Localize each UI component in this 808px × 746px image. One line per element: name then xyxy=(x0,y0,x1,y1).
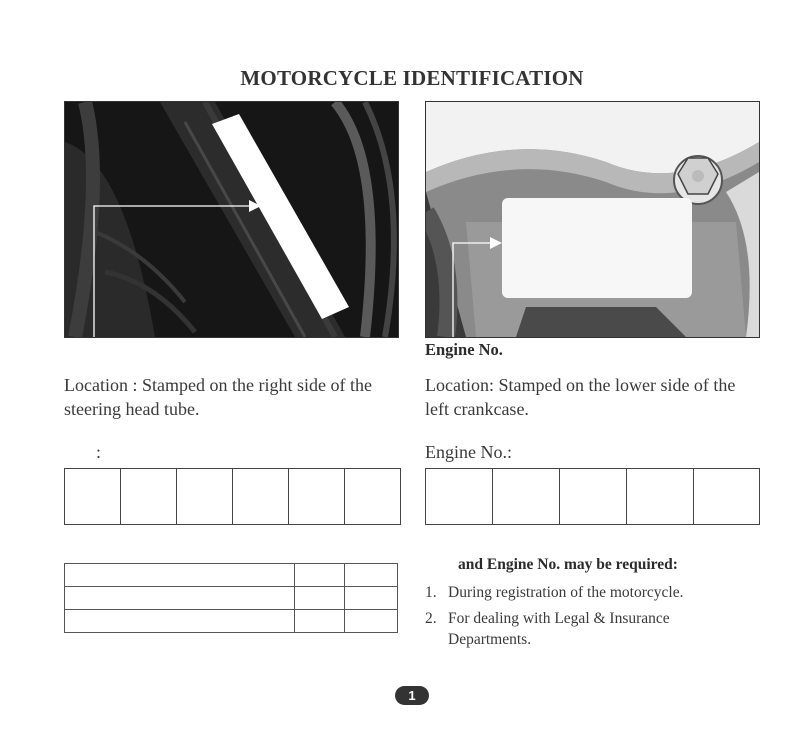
table-row xyxy=(65,610,398,633)
engine-location-text: Location: Stamped on the lower side of the left crankcase. xyxy=(425,375,736,419)
number-box[interactable] xyxy=(121,469,177,524)
table-cell[interactable] xyxy=(65,564,295,587)
page-title: MOTORCYCLE IDENTIFICATION xyxy=(240,66,584,90)
frame-number-photo xyxy=(64,101,399,338)
registration-table xyxy=(64,563,398,633)
table-cell[interactable] xyxy=(345,564,398,587)
table-row xyxy=(65,587,398,610)
frame-location-text: Location : Stamped on the right side of the steering head tube. xyxy=(64,375,372,419)
list-item-number: 1. xyxy=(425,584,437,601)
list-item-number: 2. xyxy=(425,610,437,627)
frame-number-boxes xyxy=(64,468,401,525)
table-cell[interactable] xyxy=(65,610,295,633)
number-box[interactable] xyxy=(426,469,493,524)
requirements-heading: and Engine No. may be required: xyxy=(458,556,678,573)
table-cell[interactable] xyxy=(294,564,345,587)
number-box[interactable] xyxy=(694,469,760,524)
number-box[interactable] xyxy=(627,469,694,524)
number-box[interactable] xyxy=(177,469,233,524)
number-box[interactable] xyxy=(560,469,627,524)
table-cell[interactable] xyxy=(294,587,345,610)
number-box[interactable] xyxy=(345,469,401,524)
number-box[interactable] xyxy=(493,469,560,524)
list-item xyxy=(425,582,755,603)
table-row xyxy=(65,564,398,587)
number-box[interactable] xyxy=(289,469,345,524)
list-item xyxy=(425,608,755,650)
engine-photo-caption: Engine No. xyxy=(425,340,503,359)
page-number-badge: 1 xyxy=(395,686,429,705)
engine-number-photo xyxy=(425,101,760,338)
engine-field-label: Engine No.: xyxy=(425,442,512,462)
number-box[interactable] xyxy=(65,469,121,524)
table-cell[interactable] xyxy=(294,610,345,633)
table-cell[interactable] xyxy=(65,587,295,610)
frame-field-label: : xyxy=(96,442,102,462)
list-item-text: During registration of the motorcycle. xyxy=(448,584,684,601)
table-cell[interactable] xyxy=(345,610,398,633)
list-item-text: For dealing with Legal & Insurance Departments. xyxy=(448,610,670,648)
requirements-list xyxy=(425,582,755,655)
number-box[interactable] xyxy=(233,469,289,524)
engine-number-boxes xyxy=(425,468,760,525)
table-cell[interactable] xyxy=(345,587,398,610)
